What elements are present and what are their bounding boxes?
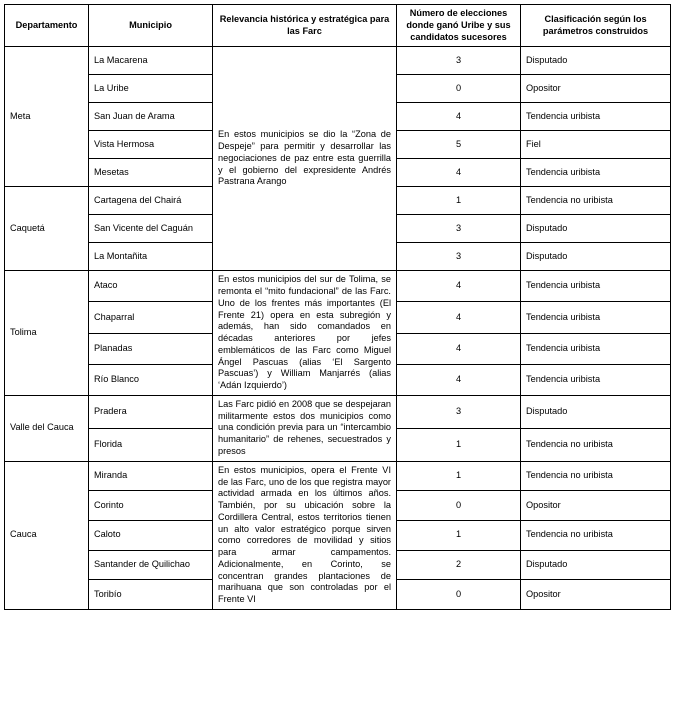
cell-municipio: Santander de Quilichao — [89, 550, 213, 580]
cell-clasificacion: Opositor — [521, 580, 671, 610]
cell-relevancia: Las Farc pidió en 2008 que se despejaran militarmente estos dos municipios como una condición previa para un “intercambio humanitario” de rehenes, secuestrados y presos — [213, 395, 397, 461]
cell-numero-elecciones: 1 — [397, 461, 521, 491]
cell-municipio: Chaparral — [89, 302, 213, 333]
column-header-numero-elecciones: Número de elecciones donde ganó Uribe y sus candidatos sucesores — [397, 5, 521, 47]
cell-clasificacion: Disputado — [521, 47, 671, 75]
cell-clasificacion: Tendencia uribista — [521, 271, 671, 302]
cell-municipio: La Macarena — [89, 47, 213, 75]
farc-municipalities-table — [4, 4, 671, 610]
table-row — [5, 47, 671, 75]
cell-numero-elecciones: 0 — [397, 75, 521, 103]
cell-clasificacion: Opositor — [521, 75, 671, 103]
cell-numero-elecciones: 4 — [397, 159, 521, 187]
cell-numero-elecciones: 4 — [397, 302, 521, 333]
cell-clasificacion: Tendencia uribista — [521, 364, 671, 395]
cell-municipio: Río Blanco — [89, 364, 213, 395]
cell-municipio: Cartagena del Chairá — [89, 187, 213, 215]
cell-clasificacion: Disputado — [521, 243, 671, 271]
cell-municipio: Miranda — [89, 461, 213, 491]
table-row — [5, 395, 671, 428]
cell-municipio: Pradera — [89, 395, 213, 428]
cell-numero-elecciones: 1 — [397, 428, 521, 461]
cell-departamento: Tolima — [5, 271, 89, 396]
cell-departamento: Cauca — [5, 461, 89, 609]
cell-numero-elecciones: 4 — [397, 364, 521, 395]
cell-numero-elecciones: 3 — [397, 243, 521, 271]
cell-municipio: Corinto — [89, 491, 213, 521]
cell-municipio: San Vicente del Caguán — [89, 215, 213, 243]
cell-clasificacion: Disputado — [521, 215, 671, 243]
cell-clasificacion: Fiel — [521, 131, 671, 159]
cell-clasificacion: Tendencia uribista — [521, 302, 671, 333]
cell-clasificacion: Disputado — [521, 550, 671, 580]
column-header-relevancia: Relevancia histórica y estratégica para las Farc — [213, 5, 397, 47]
cell-municipio: La Montañita — [89, 243, 213, 271]
cell-numero-elecciones: 2 — [397, 550, 521, 580]
cell-municipio: Vista Hermosa — [89, 131, 213, 159]
cell-numero-elecciones: 4 — [397, 333, 521, 364]
cell-departamento: Valle del Cauca — [5, 395, 89, 461]
cell-municipio: Mesetas — [89, 159, 213, 187]
table-body — [5, 47, 671, 610]
cell-municipio: Toribío — [89, 580, 213, 610]
cell-relevancia: En estos municipios se dio la “Zona de Despeje” para permitir y desarrollar las negociaciones de paz entre esta guerrilla y el gobierno del expresidente Andrés Pastrana Arango — [213, 47, 397, 271]
cell-clasificacion: Tendencia uribista — [521, 159, 671, 187]
cell-municipio: Planadas — [89, 333, 213, 364]
cell-departamento: Caquetá — [5, 187, 89, 271]
column-header-municipio: Municipio — [89, 5, 213, 47]
table-row — [5, 461, 671, 491]
cell-numero-elecciones: 0 — [397, 491, 521, 521]
cell-numero-elecciones: 5 — [397, 131, 521, 159]
cell-numero-elecciones: 1 — [397, 521, 521, 551]
cell-numero-elecciones: 1 — [397, 187, 521, 215]
cell-clasificacion: Tendencia no uribista — [521, 461, 671, 491]
cell-clasificacion: Tendencia uribista — [521, 103, 671, 131]
table-header — [5, 5, 671, 47]
table-header-row — [5, 5, 671, 47]
column-header-clasificacion: Clasificación según los parámetros construidos — [521, 5, 671, 47]
cell-numero-elecciones: 3 — [397, 47, 521, 75]
cell-numero-elecciones: 4 — [397, 103, 521, 131]
cell-numero-elecciones: 0 — [397, 580, 521, 610]
cell-municipio: La Uribe — [89, 75, 213, 103]
column-header-departamento: Departamento — [5, 5, 89, 47]
cell-numero-elecciones: 4 — [397, 271, 521, 302]
cell-municipio: San Juan de Arama — [89, 103, 213, 131]
table-row — [5, 271, 671, 302]
cell-departamento: Meta — [5, 47, 89, 187]
cell-numero-elecciones: 3 — [397, 215, 521, 243]
cell-relevancia: En estos municipios del sur de Tolima, se remonta el “mito fundacional” de las Farc. Uno de los frentes más importantes (El Frente 21) opera en esta subregión y además, han sido comandados en décadas anteriores por jefes emblemáticos de las Farc como Miguel Ángel Pascuas (alias ‘El Sargento Pascuas’) y William Manjarrés (alias ‘Adán Izquierdo’) — [213, 271, 397, 396]
cell-clasificacion: Tendencia no uribista — [521, 187, 671, 215]
cell-municipio: Caloto — [89, 521, 213, 551]
cell-municipio: Florida — [89, 428, 213, 461]
cell-clasificacion: Tendencia no uribista — [521, 428, 671, 461]
cell-clasificacion: Tendencia uribista — [521, 333, 671, 364]
cell-municipio: Ataco — [89, 271, 213, 302]
cell-clasificacion: Disputado — [521, 395, 671, 428]
cell-numero-elecciones: 3 — [397, 395, 521, 428]
cell-clasificacion: Tendencia no uribista — [521, 521, 671, 551]
cell-relevancia: En estos municipios, opera el Frente VI de las Farc, uno de los que registra mayor actividad armada en los últimos años. También, por su ubicación sobre la Cordillera Central, estos territorios tienen un alto valor estratégico porque sirven como corredores de movilidad y sitios para armar campamentos. Adicionalmente, en Corinto, se concentran grandes plantaciones de marihuana que son controladas por el Frente VI — [213, 461, 397, 609]
cell-clasificacion: Opositor — [521, 491, 671, 521]
